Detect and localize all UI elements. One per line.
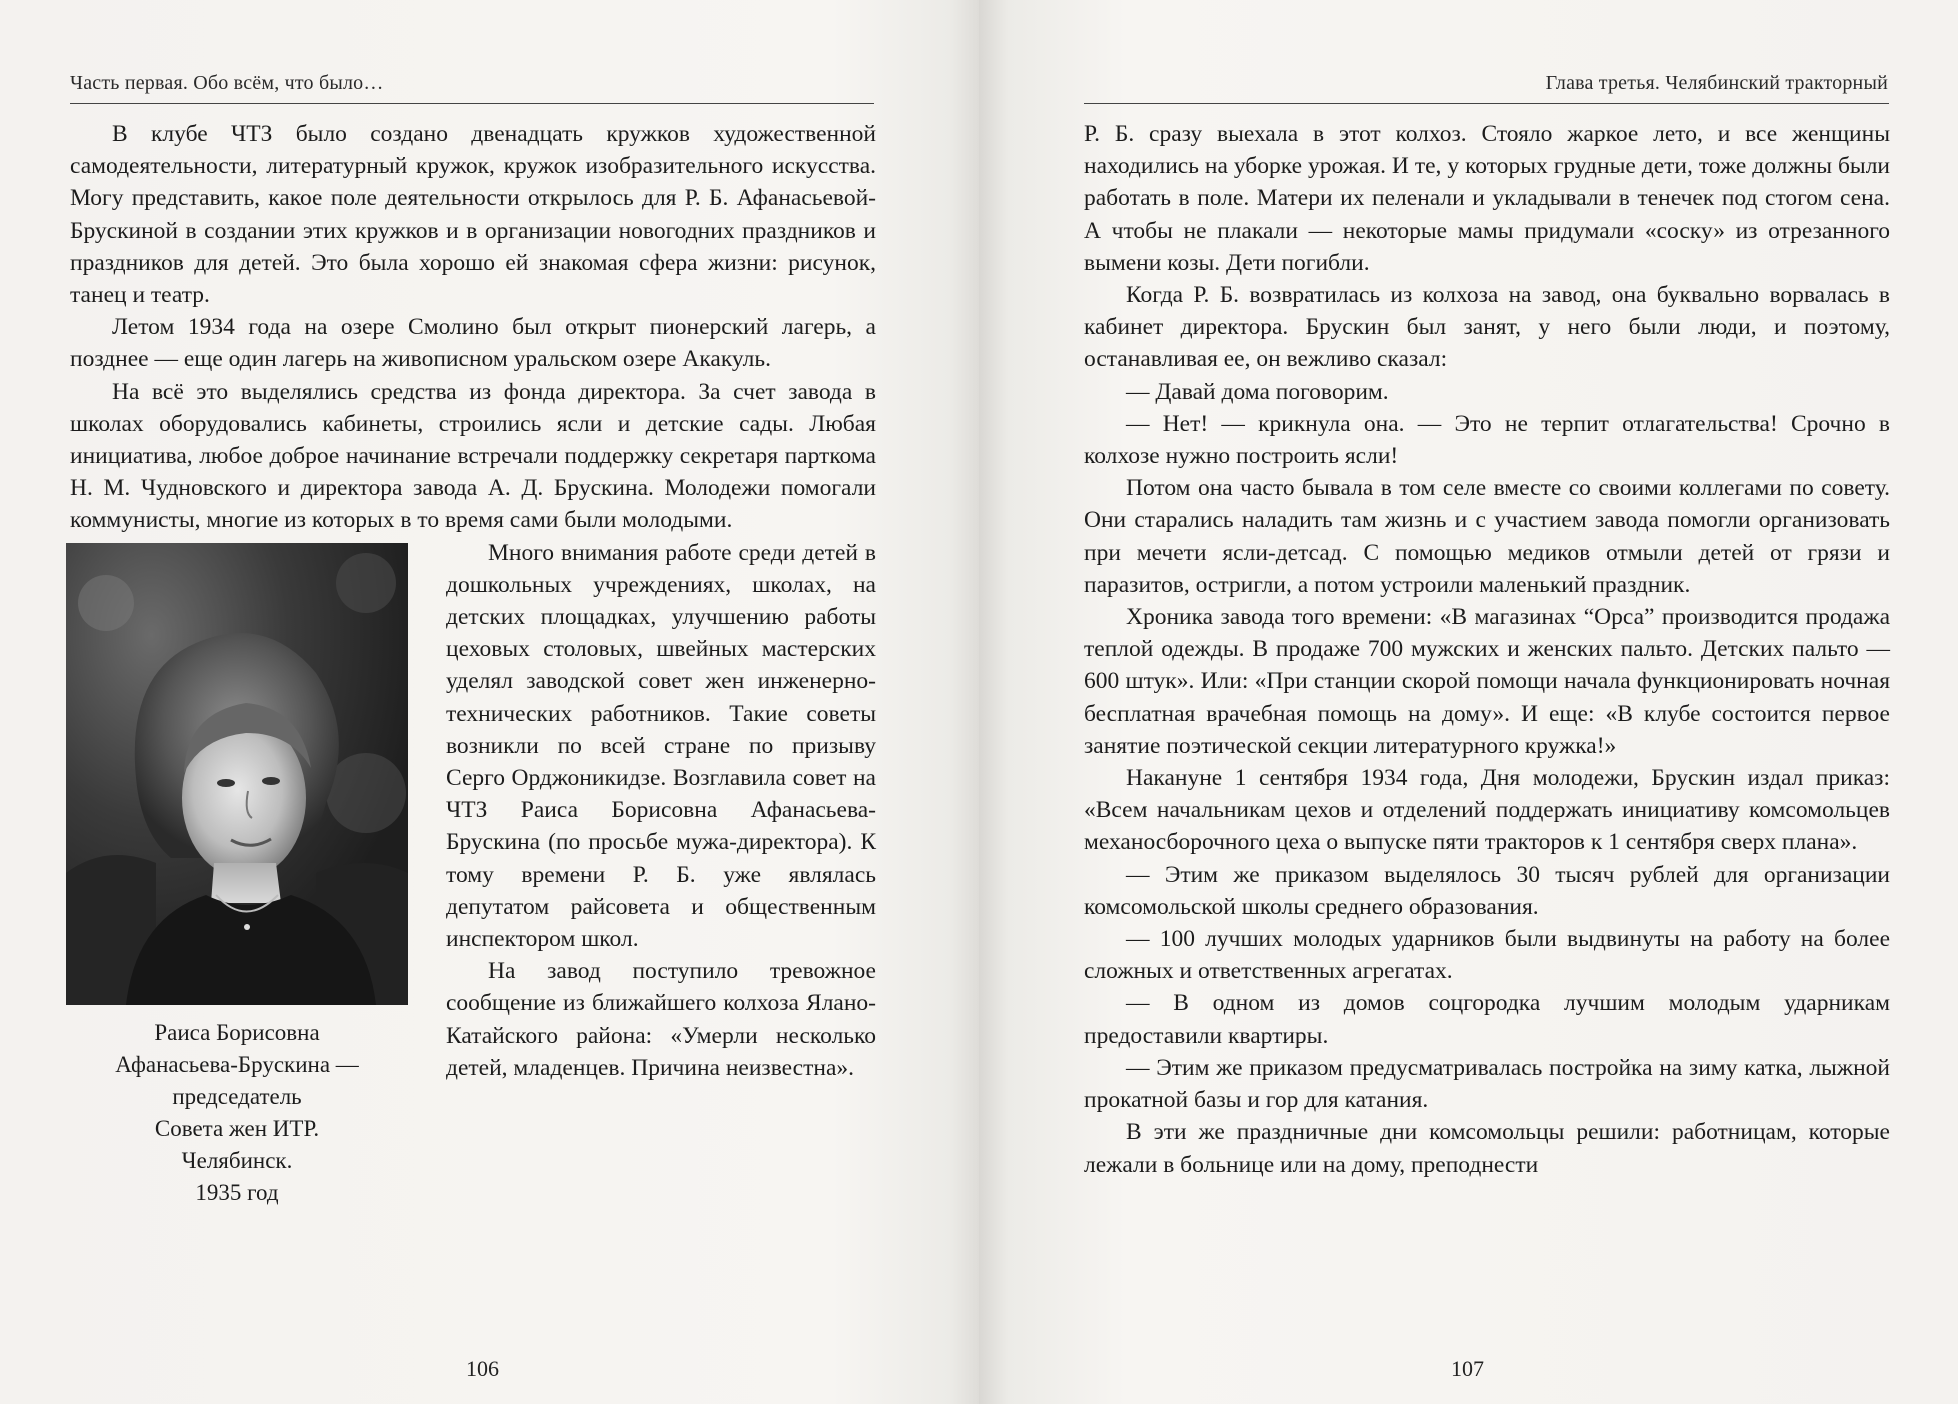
paragraph: В эти же праздничные дни комсомольцы решили: работницам, которые лежали в больнице или на дому, преподнести [1084, 1119, 1890, 1178]
paragraph: Хроника завода того времени: «В магазинах “Орса” производится продажа теплой одежды. В продаже 700 мужских и женских пальто. Детских пальто — 600 штук». Или: «При станции скорой помощи начала функционировать ночная бесплатная врачебная помощь на дому». И еще: «В клубе состоится первое занятие поэтической секции литературного кружка!» [1084, 604, 1890, 759]
paragraph: — Этим же приказом выделялось 30 тысяч рублей для организации комсомольской школы среднего образования. [1084, 861, 1890, 920]
paragraph: Накануне 1 сентября 1934 года, Дня молодежи, Брускин издал приказ: «Всем начальникам цехов и отделений поддержать инициативу комсомольцев механосборочного цеха о выпуске пяти тракторов к 1 сентября сверх плана». [1084, 765, 1890, 856]
page-number: 106 [466, 1356, 499, 1381]
paragraph: Летом 1934 года на озере Смолино был открыт пионерский лагерь, а позднее — еще один лагерь на живописном уральском озере Акакуль. [70, 314, 876, 373]
paragraph: — В одном из домов соцгородка лучшим молодым ударникам предоставили квартиры. [1084, 990, 1890, 1049]
caption-line: председатель [172, 1083, 302, 1109]
right-page [979, 0, 1958, 1404]
running-head: Глава третья. Челябинский тракторный [1545, 72, 1888, 94]
caption-line: Совета жен ИТР. [154, 1115, 320, 1141]
paragraph: Потом она часто бывала в том селе вместе со своими коллегами по совету. Они старались наладить там жизнь и с участием завода помогли организовать при мечети ясли-детсад. С помощью медиков отмыли детей от грязи и паразитов, остригли, а потом устроили маленький праздник. [1084, 475, 1890, 598]
header-rule [1084, 103, 1889, 104]
page-number: 107 [1451, 1356, 1484, 1381]
paragraph: Когда Р. Б. возвратилась из колхоза на завод, она буквально ворвалась в кабинет директора. Брускин был занят, у него были люди, и поэтому, останавливая ее, он вежливо сказал: [1084, 282, 1890, 373]
caption-line: Раиса Борисовна [154, 1019, 320, 1045]
paragraph: — 100 лучших молодых ударников были выдвинуты на работу на более сложных и ответственных агрегатах. [1084, 926, 1890, 985]
paragraph: — Нет! — крикнула она. — Это не терпит отлагательства! Срочно в колхозе нужно построить ясли! [1084, 410, 1890, 470]
header-rule [70, 103, 874, 104]
paragraph: Много внимания работе среди детей в дошкольных учреждениях, школах, на детских площадках, улучшению работы цеховых столовых, швейных мастерских уделял заводской совет жен инженерно-технических работников. Такие советы возникли по всей стране по призыву Серго Орджоникидзе. Возглавила совет на ЧТЗ Раиса Борисовна Афанасьева-Брускина (по просьбе мужа-директора). К тому времени Р. Б. уже являлась депутатом райсовета и общественным инспектором школ. [446, 539, 876, 953]
running-head: Часть первая. Обо всём, что было… [70, 72, 384, 94]
figure [66, 543, 428, 1209]
paragraph: На всё это выделялись средства из фонда директора. За счет завода в школах оборудовались кабинеты, строились ясли и детские сады. Любая инициатива, любое доброе начинание встречали поддержку секретаря парткома Н. М. Чудновского и директора завода А. Д. Брускина. Молодежи помогали коммунисты, многие из которых в то время сами были молодыми. [70, 378, 876, 534]
caption-line: Челябинск. [181, 1147, 293, 1173]
paragraph: На завод поступило тревожное сообщение из ближайшего колхоза Ялано-Катайского района: «Умерли несколько детей, младенцев. Причина неизвестна». [446, 958, 876, 1081]
caption-line: Афанасьева-Брускина — [115, 1051, 359, 1077]
paragraph: — Давай дома поговорим. [1126, 378, 1389, 405]
body-text [1084, 118, 1890, 1181]
paragraph: В клубе ЧТЗ было создано двенадцать кружков художественной самодеятельности, литературный кружок, кружок изобразительного искусства. Могу представить, какое поле деятельности открылось для Р. Б. Афанасьевой-Брускиной в создании этих кружков и в организации новогодних праздников и праздников для детей. Это была хорошо ей знакомая сфера жизни: рисунок, танец и театр. [70, 121, 876, 309]
photo-caption [66, 1017, 408, 1209]
body-text [70, 118, 876, 1209]
caption-line: 1935 год [195, 1179, 279, 1205]
paragraph: Р. Б. сразу выехала в этот колхоз. Стояло жаркое лето, и все женщины находились на уборке урожая. И те, у которых грудные дети, тоже должны были работать в поле. Матери их пеленали и укладывали в тенечек под стогом сена. А чтобы не плакали — некоторые мамы придумали «соску» из отрезанного вымени козы. Дети погибли. [1084, 121, 1890, 276]
paragraph: — Этим же приказом предусматривалась постройка на зиму катка, лыжной прокатной базы и гор для катания. [1084, 1054, 1890, 1114]
portrait-photo [66, 543, 408, 1005]
